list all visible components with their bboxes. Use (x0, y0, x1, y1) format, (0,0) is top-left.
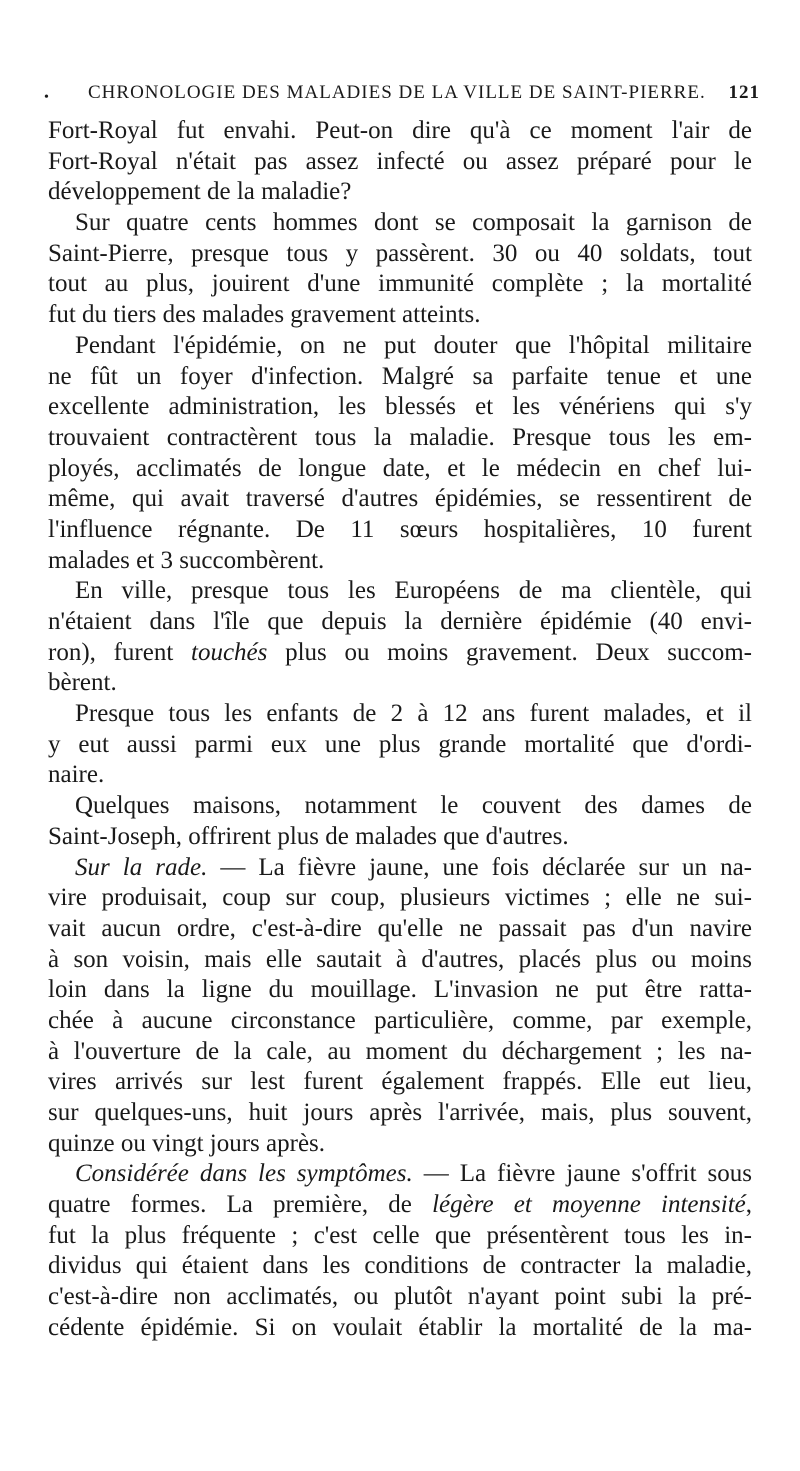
paragraph (48, 116, 752, 208)
text-line: ne fût un foyer d'infection. Malgré sa parfaite tenue et une (48, 362, 752, 390)
paragraph (48, 699, 752, 791)
text-line: y eut aussi parmi eux une plus grande mortalité que d'ordi- (48, 730, 752, 758)
text-line: En ville, presque tous les Européens de ma clientèle, qui (75, 577, 752, 605)
text-line: vait aucun ordre, c'est-à-dire qu'elle ne passait pas d'un navire (48, 914, 752, 942)
paragraph (48, 791, 752, 852)
text-line: ron), furent touchés plus ou moins gravement. Deux succom- (48, 638, 752, 666)
text-line: excellente administration, les blessés et les vénériens qui s'y (48, 393, 752, 421)
text-line: sur quelques-uns, huit jours après l'arrivée, mais, plus souvent, (48, 1099, 752, 1126)
text-line: fut du tiers des malades gravement atteints. (48, 301, 481, 329)
text-line: quatre formes. La première, de légère et moyenne intensité, (48, 1191, 752, 1219)
italic-text: Sur la rade. (75, 853, 208, 881)
text-line: Presque tous les enfants de 2 à 12 ans furent malades, et il (75, 700, 752, 728)
text-line: développement de la maladie? (48, 178, 352, 206)
text-line: chée à aucune circonstance particulière, comme, par exemple, (48, 1006, 752, 1034)
text-line: malades et 3 succombèrent. (48, 546, 325, 574)
page-number: 121 (728, 82, 760, 103)
italic-text: touchés (191, 638, 268, 666)
text-line: bèrent. (48, 669, 117, 697)
text-line: loin dans la ligne du mouillage. L'invasion ne put être ratta- (48, 976, 752, 1004)
running-title: CHRONOLOGIE DES MALADIES DE LA VILLE DE SAINT-PIERRE. (88, 82, 706, 103)
text-line: Sur quatre cents hommes dont se composait la garnison de (75, 209, 752, 237)
text-line: l'influence régnante. De 11 sœurs hospitalières, 10 furent (48, 515, 752, 543)
text-line: tout au plus, jouirent d'une immunité complète ; la mortalité (48, 270, 752, 298)
text-line: cédente épidémie. Si on voulait établir la mortalité de la ma- (48, 1313, 752, 1341)
text-line: n'étaient dans l'île que depuis la dernière épidémie (40 envi- (48, 608, 752, 635)
text-line: vire produisait, coup sur coup, plusieurs victimes ; elle ne sui- (48, 884, 752, 912)
text-line: Fort-Royal n'était pas assez infecté ou assez préparé pour le (48, 147, 752, 175)
italic-text: Considérée dans les symptômes. (75, 1160, 413, 1188)
text-line: naire. (48, 761, 105, 789)
italic-text: légère et moyenne intensité (432, 1191, 746, 1219)
text-line: dividus qui étaient dans les conditions de contracter la maladie, (48, 1252, 752, 1280)
text-line: Sur la rade. — La fièvre jaune, une fois déclarée sur un na- (75, 853, 752, 881)
text-line: trouvaient contractèrent tous la maladie. Presque tous les em- (48, 423, 752, 451)
text-line: à l'ouverture de la cale, au moment du déchargement ; les na- (48, 1037, 752, 1065)
text-line: Quelques maisons, notamment le couvent des dames de (75, 792, 752, 820)
text-line: c'est-à-dire non acclimatés, ou plutôt n'ayant point subi la pré- (48, 1283, 752, 1311)
text-line: quinze ou vingt jours après. (48, 1129, 326, 1157)
paragraph (48, 208, 752, 331)
running-header (44, 82, 760, 112)
paragraph (48, 331, 752, 577)
text-line: à son voisin, mais elle sautait à d'autres, placés plus ou moins (48, 945, 752, 973)
text-line: ployés, acclimatés de longue date, et le médecin en chef lui- (48, 454, 752, 482)
text-line: même, qui avait traversé d'autres épidémies, se ressentirent de (48, 485, 752, 513)
text-line: Saint-Pierre, presque tous y passèrent. 30 ou 40 soldats, tout (48, 239, 752, 267)
printer-mark: • (44, 90, 50, 105)
paragraph (48, 1159, 752, 1343)
text-line: Fort-Royal fut envahi. Peut-on dire qu'à ce moment l'air de (48, 117, 752, 144)
paragraph (48, 576, 752, 699)
text-line: Considérée dans les symptômes. — La fièvre jaune s'offrit sous (75, 1160, 752, 1188)
page-body (48, 116, 752, 1344)
paragraph (48, 853, 752, 1160)
text-line: vires arrivés sur lest furent également frappés. Elle eut lieu, (48, 1068, 752, 1096)
text-line: Saint-Joseph, offrirent plus de malades que d'autres. (48, 822, 569, 850)
text-line: fut la plus fréquente ; c'est celle que présentèrent tous les in- (48, 1221, 752, 1249)
text-line: Pendant l'épidémie, on ne put douter que l'hôpital militaire (75, 331, 752, 359)
